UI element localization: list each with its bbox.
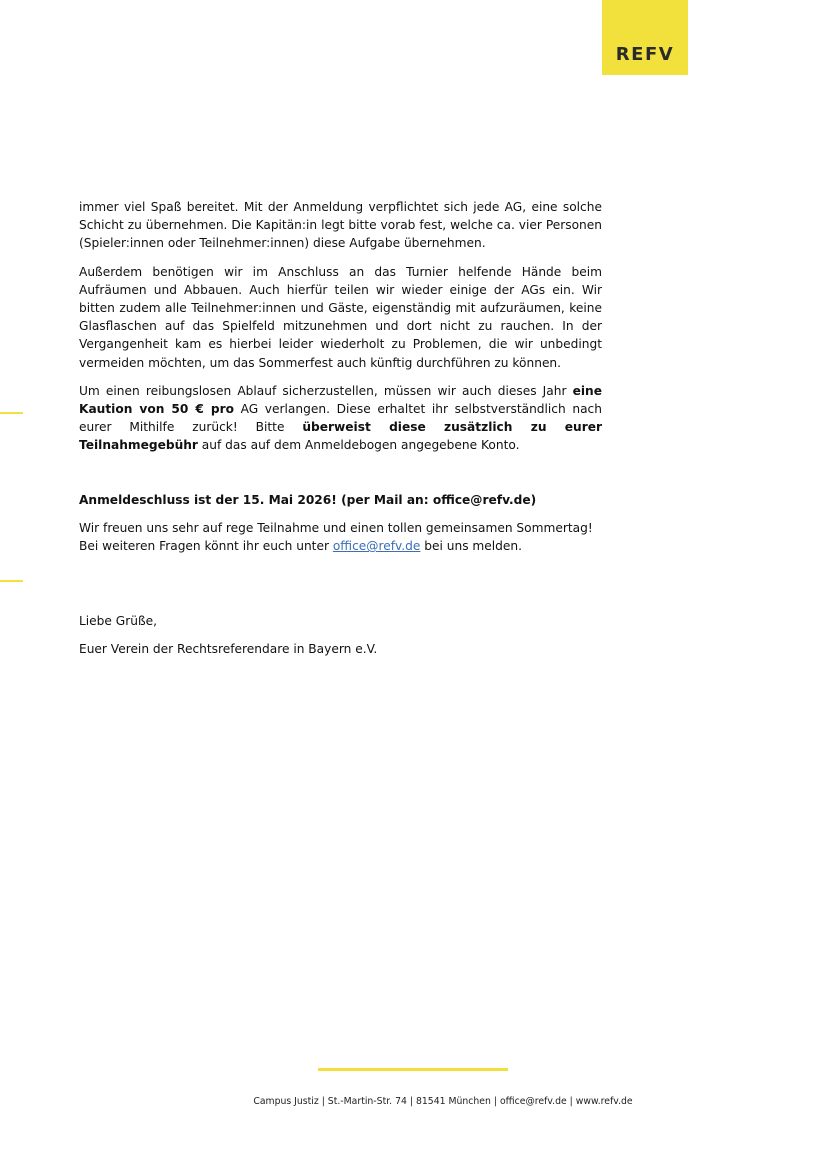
deposit-transfer-note: überweist diese zusätzlich zu eurer Teilnahmegebühr bbox=[79, 420, 602, 453]
greeting: Liebe Grüße, bbox=[79, 614, 158, 629]
paragraph-cleanup: Außerdem benötigen wir im Anschluss an das Turnier helfende Hände beim Aufräumen und Abbauen. Auch hierfür teilen wir wieder einige der AGs ein. Wir bitten zudem alle Teilnehmer:innen und Gäste, eigenständig mit aufzuräumen, keine Glasflaschen auf das Spielfeld mitzunehmen und dort nicht zu rauchen. In der Vergangenheit kam es hierbei leider wiederholt zu Problemen, die wir unbedingt vermeiden möchten, um das Sommerfest auch künftig durchführen zu können. bbox=[79, 264, 602, 370]
footer-divider bbox=[318, 1068, 508, 1071]
signature: Euer Verein der Rechtsreferendare in Bayern e.V. bbox=[79, 642, 378, 657]
fold-mark bbox=[0, 412, 23, 414]
email-link[interactable]: office@refv.de bbox=[332, 539, 421, 554]
logo-box bbox=[602, 0, 688, 75]
letter-body bbox=[79, 198, 602, 669]
footer-address: Campus Justiz | St.-Martin-Str. 74 | 81541 München | office@refv.de | www.refv.de bbox=[253, 1096, 633, 1107]
deadline-line bbox=[79, 491, 602, 509]
paragraph-deposit bbox=[79, 382, 602, 455]
logo-text: REFV bbox=[615, 44, 675, 65]
paragraph-thanks bbox=[79, 519, 602, 555]
thanks-line-1: Wir freuen uns sehr auf rege Teilnahme und einen tollen gemeinsamen Sommertag! bbox=[79, 520, 593, 535]
thanks-line-2a: Bei weiteren Fragen könnt ihr euch unter bbox=[79, 539, 333, 554]
deposit-amount: eine Kaution von 50 € pro bbox=[79, 383, 602, 417]
paragraph-helper-shift: immer viel Spaß bereitet. Mit der Anmeldung verpflichtet sich jede AG, eine solche Schicht zu übernehmen. Die Kapitän:in legt bitte vorab fest, welche ca. vier Personen (Spieler:innen oder Teilnehmer:innen) diese Aufgabe übernehmen. bbox=[79, 200, 602, 251]
thanks-line-2b: bei uns melden. bbox=[420, 539, 523, 554]
punch-mark bbox=[0, 580, 23, 582]
deadline-text: Anmeldeschluss ist der 15. Mai 2026! (per Mail an: office@refv.de) bbox=[79, 492, 537, 507]
deposit-text-1: Um einen reibungslosen Ablauf sicherzustellen, müssen wir auch dieses Jahr bbox=[79, 383, 573, 398]
deposit-text-2: AG verlangen. Diese erhaltet ihr selbstverständlich nach eurer Mithilfe zurück! Bitte bbox=[79, 402, 602, 435]
deposit-text-3: auf das auf dem Anmeldebogen angegebene Konto. bbox=[197, 438, 520, 453]
